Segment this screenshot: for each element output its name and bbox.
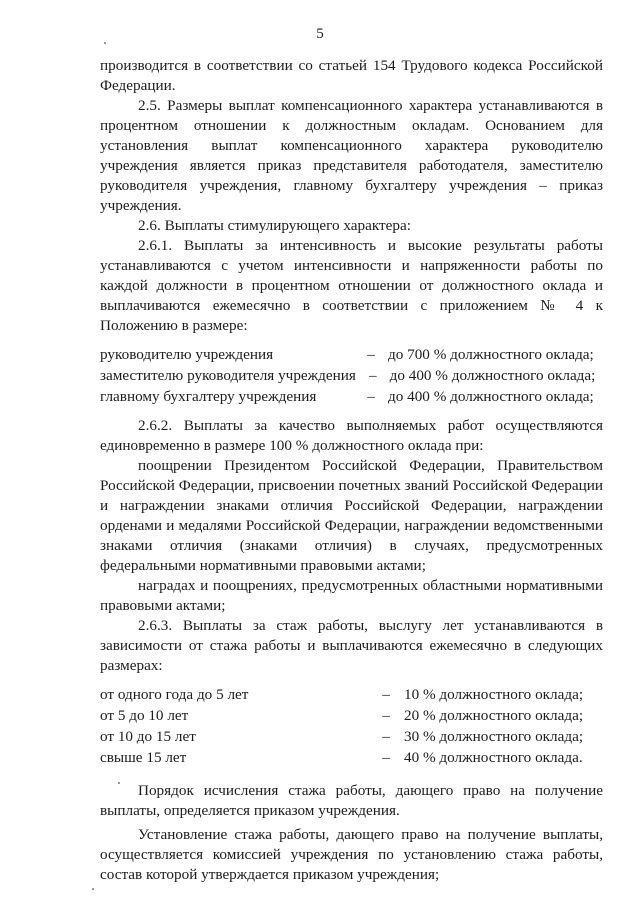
- list-item-value: 40 % должностного оклада.: [404, 749, 583, 766]
- list-item-dash: –: [367, 388, 375, 405]
- page-number: 5: [316, 26, 324, 42]
- list-item: [100, 387, 603, 408]
- list-item-label: от 10 до 15 лет: [100, 728, 196, 745]
- list-item-label: руководителю учреждения: [100, 346, 274, 363]
- paragraph-2-5: 2.5. Размеры выплат компенсационного характера устанавливаются в процентном отношении к должностным окладам. Основанием для установления выплат компенсационного характера руководителю учреждения является приказ представителя работодателя, заместителю руководителя учреждения, главному бухгалтеру учреждения – приказ учреждения.: [100, 97, 603, 214]
- paragraph-seniority-commission: Установление стажа работы, дающего право на получение выплаты, осуществляется комиссией учреждения по установлению стажа работы, состав которой утверждается приказом учреждения;: [100, 826, 603, 883]
- scan-speck: [104, 42, 106, 44]
- list-item-dash: –: [382, 686, 390, 703]
- list-item-dash: –: [382, 728, 390, 745]
- paragraph-seniority-calculation: Порядок исчисления стажа работы, дающего право на получение выплаты, определяется приказом учреждения.: [100, 782, 603, 819]
- list-item: [100, 345, 603, 366]
- list-item-dash: –: [382, 749, 390, 766]
- list-item-label: главному бухгалтеру учреждения: [100, 388, 317, 405]
- list-item-label: свыше 15 лет: [100, 749, 187, 766]
- list-item-value: 30 % должностного оклада;: [404, 728, 584, 745]
- list-item-dash: –: [368, 367, 377, 384]
- paragraph-continuation: производится в соответствии со статьей 154 Трудового кодекса Российской Федерации.: [100, 57, 603, 94]
- list-item: [100, 727, 603, 748]
- paragraph-2-6: 2.6. Выплаты стимулирующего характера:: [138, 217, 411, 234]
- list-item: [100, 748, 603, 769]
- document-body: [100, 56, 603, 885]
- list-item-value: до 400 % должностного оклада;: [388, 388, 594, 405]
- list-item-value: до 700 % должностного оклада;: [388, 346, 594, 363]
- seniority-allowance-list: [100, 685, 603, 769]
- list-item-label: заместителю руководителя учреждения: [100, 367, 356, 384]
- scan-speck: [92, 888, 94, 890]
- list-item-value: 10 % должностного оклада;: [404, 686, 584, 703]
- paragraph-awards-federal: поощрении Президентом Российской Федерации, Правительством Российской Федерации, присвоении почетных званий Российской Федерации и награждении знаками отличия Российской Федерации, награждении орденами и медалями Российской Федерации, награждении ведомственными знаками отличия (знаками отличия) в случаях, предусмотренных федеральными нормативными правовыми актами;: [100, 457, 603, 574]
- paragraph-2-6-3: 2.6.3. Выплаты за стаж работы, выслугу лет устанавливаются в зависимости от стажа работы и выплачиваются ежемесячно в следующих размерах:: [100, 617, 603, 674]
- list-item-dash: –: [382, 707, 390, 724]
- scan-speck: [118, 782, 120, 784]
- paragraph-2-6-1: 2.6.1. Выплаты за интенсивность и высокие результаты работы устанавливаются с учетом интенсивности и напряженности работы по каждой должности в процентном отношении от должностного оклада и выплачиваются ежемесячно в соответствии с приложением № 4 к Положению в размере:: [100, 237, 603, 334]
- list-item-value: до 400 % должностного оклада;: [389, 367, 596, 384]
- list-item-dash: –: [367, 346, 375, 363]
- position-allowance-list: [100, 345, 603, 408]
- paragraph-awards-regional: наградах и поощрениях, предусмотренных областными нормативными правовыми актами;: [100, 577, 603, 614]
- list-item-label: от одного года до 5 лет: [100, 686, 249, 703]
- list-item: [100, 366, 603, 387]
- list-item-value: 20 % должностного оклада;: [404, 707, 584, 724]
- list-item: [100, 706, 603, 727]
- list-item: [100, 685, 603, 706]
- paragraph-2-6-2: 2.6.2. Выплаты за качество выполняемых работ осуществляются единовременно в размере 100 % должностного оклада при:: [100, 417, 603, 454]
- list-item-label: от 5 до 10 лет: [100, 707, 189, 724]
